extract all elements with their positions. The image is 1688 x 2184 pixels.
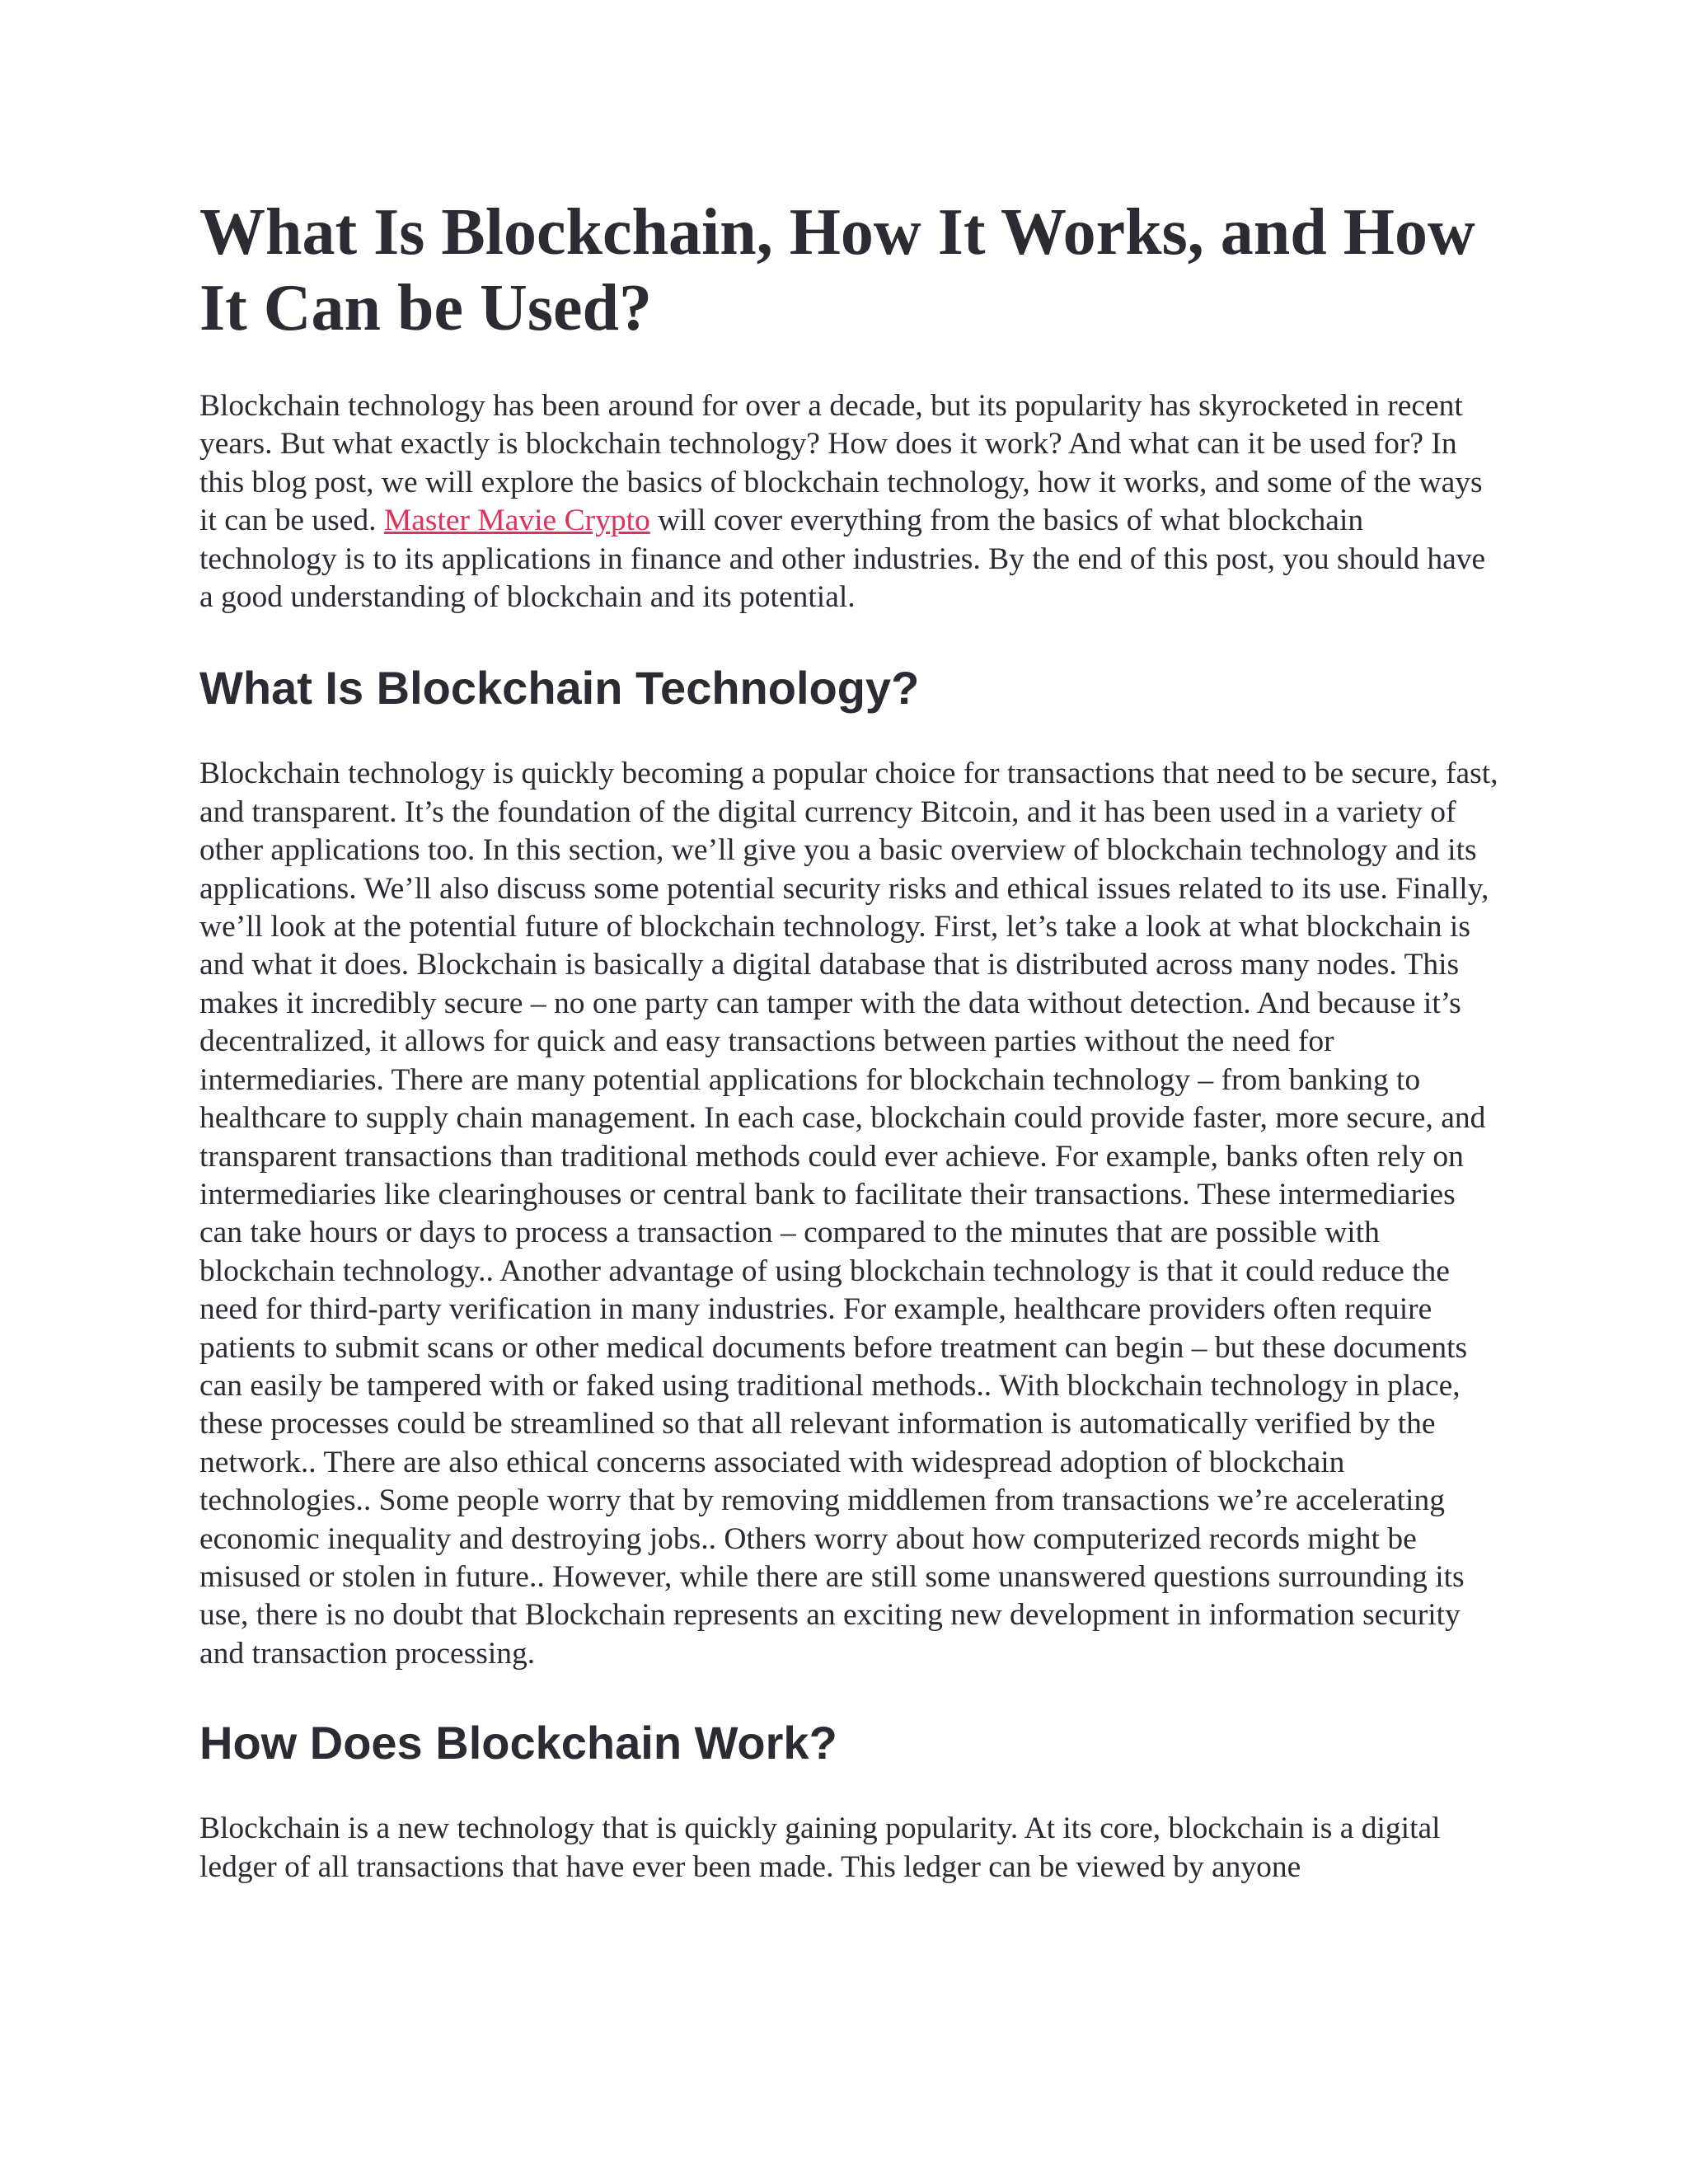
section-heading-what-is-blockchain: What Is Blockchain Technology? (199, 662, 920, 715)
intro-paragraph (199, 387, 1502, 616)
intro-text-after-link: will cover everything from the basics of what blockchain technology is to its applications in finance and other industries. By the end of this post, you should have a good understanding of blockchain and its potential. (199, 504, 1486, 615)
section-body-how-does-blockchain-work: Blockchain is a new technology that is quickly gaining popularity. At its core, blockchain is a digital ledger of all transactions that have ever been made. This ledger can be viewed by anyone (199, 1811, 1441, 1884)
article-title: What Is Blockchain, How It Works, and How It Can be Used? (199, 196, 1475, 344)
document-page (199, 194, 1502, 1886)
section-heading-how-does-blockchain-work: How Does Blockchain Work? (199, 1717, 837, 1769)
section-body-what-is-blockchain: Blockchain technology is quickly becoming a popular choice for transactions that need to be secure, fast, and transparent. It’s the foundation of the digital currency Bitcoin, and it has been used in a variety of other applications too. In this section, we’ll give you a basic overview of blockchain technology and its applications. We’ll also discuss some potential security risks and ethical issues related to its use. Finally, we’ll look at the potential future of blockchain technology. First, let’s take a look at what blockchain is and what it does. Blockchain is basically a digital database that is distributed across many nodes. This makes it incredibly secure – no one party can tamper with the data without detection. And because it’s decentralized, it allows for quick and easy transactions between parties without the need for intermediaries. There are many potential applications for blockchain technology – from banking to healthcare to supply chain management. In each case, blockchain could provide faster, more secure, and transparent transactions than traditional methods could ever achieve. For example, banks often rely on intermediaries like clearinghouses or central bank to facilitate their transactions. These intermediaries can take hours or days to process a transaction – compared to the minutes that are possible with blockchain technology.. Another advantage of using blockchain technology is that it could reduce the need for third-party verification in many industries. For example, healthcare providers often require patients to submit scans or other medical documents before treatment can begin – but these documents can easily be tampered with or faked using traditional methods.. With blockchain technology in place, these processes could be streamlined so that all relevant information is automatically verified by the network.. There are also ethical concerns associated with widespread adoption of blockchain technologies.. Some people worry that by removing middlemen from transactions we’re accelerating economic inequality and destroying jobs.. Others worry about how computerized records might be misused or stolen in future.. However, while there are still some unanswered questions surrounding its use, there is no doubt that Blockchain represents an exciting new development in information security and transaction processing. (199, 757, 1498, 1671)
intro-text-before-link: Blockchain technology has been around for over a decade, but its popularity has skyrocketed in recent years. But what exactly is blockchain technology? How does it work? And what can it be used for? In this blog post, we will explore the basics of blockchain technology, how it works, and some of the ways it can be used. (199, 389, 1483, 538)
master-mavie-crypto-link[interactable]: Master Mavie Crypto (383, 504, 650, 538)
